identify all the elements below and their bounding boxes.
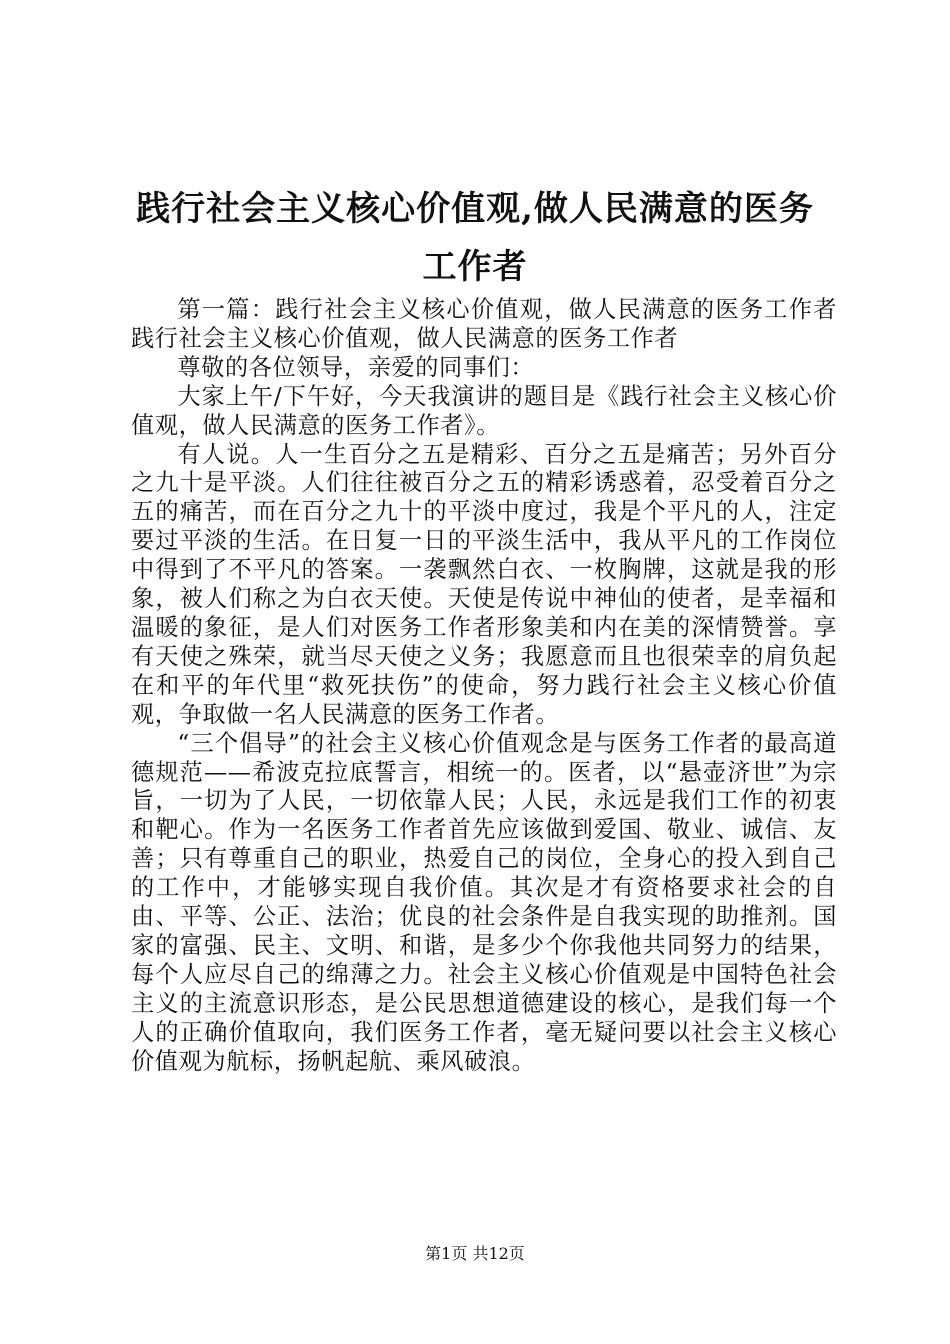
paragraph: 第一篇：践行社会主义核心价值观，做人民满意的医务工作者践行社会主义核心价值观，做人民满意的医务工作者: [131, 296, 837, 352]
title-line-2: 工作者: [422, 247, 528, 287]
paragraph: 大家上午/下午好，今天我演讲的题目是《践行社会主义核心价值观，做人民满意的医务工作者》。: [131, 382, 837, 439]
paragraph: 有人说。人一生百分之五是精彩、百分之五是痛苦；另外百分之九十是平淡。人们往往被百分之五的精彩诱惑着，忍受着百分之五的痛苦，而在百分之九十的平淡中度过，我是个平凡的人，注定要过平淡的生活。在日复一日的平淡生活中，我从平凡的工作岗位中得到了不平凡的答案。一袭飘然白衣、一枚胸牌，这就是我的形象，被人们称之为白衣天使。天使是传说中神仙的使者，是幸福和温暖的象征，是人们对医务工作者形象美和内在美的深情赞誉。享有天使之殊荣，就当尽天使之义务；我愿意而且也很荣幸的肩负起在和平的年代里“救死扶伤”的使命，努力践行社会主义核心价值观，争取做一名人民满意的医务工作者。: [131, 440, 837, 728]
title-line-1: 践行社会主义核心价值观,做人民满意的医务: [136, 189, 814, 229]
page-footer: 第1页 共12页: [425, 1244, 525, 1263]
document-title: [110, 180, 840, 296]
document-body: [131, 296, 837, 1076]
paragraph: “三个倡导”的社会主义核心价值观念是与医务工作者的最高道德规范——希波克拉底誓言，相统一的。医者，以“悬壶济世”为宗旨，一切为了人民，一切依靠人民；人民，永远是我们工作的初衷和靶心。作为一名医务工作者首先应该做到爱国、敬业、诚信、友善；只有尊重自己的职业，热爱自己的岗位，全身心的投入到自己的工作中，才能够实现自我价值。其次是才有资格要求社会的自由、平等、公正、法治；优良的社会条件是自我实现的助推剂。国家的富强、民主、文明、和谐，是多少个你我他共同努力的结果，每个人应尽自己的绵薄之力。社会主义核心价值观是中国特色社会主义的主流意识形态，是公民思想道德建设的核心，是我们每一个人的正确价值取向，我们医务工作者，毫无疑问要以社会主义核心价值观为航标，扬帆起航、乘风破浪。: [131, 729, 837, 1075]
paragraph: 尊敬的各位领导，亲爱的同事们：: [177, 353, 535, 381]
